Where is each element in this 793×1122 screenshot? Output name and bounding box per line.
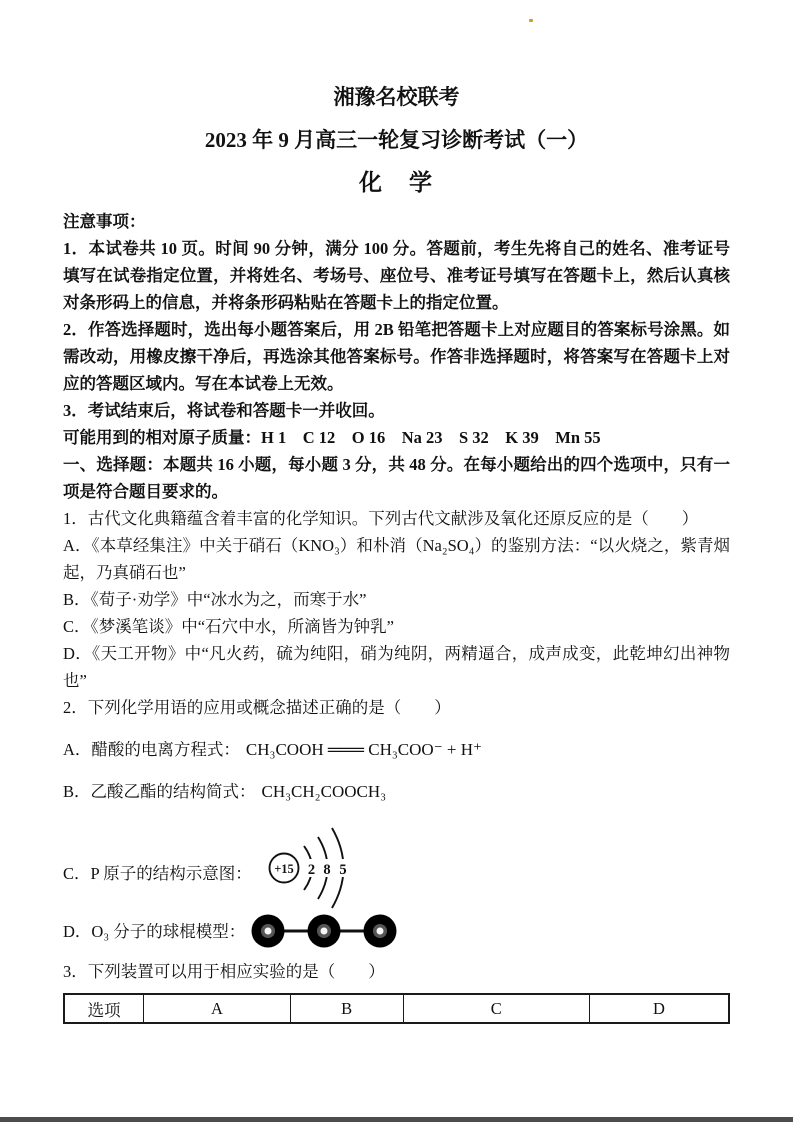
- q2-option-d-label: D．O₃ 分子的球棍模型：: [63, 921, 246, 941]
- acetic-acid-ionization-equation: CH₃COOH ═══ CH₃COO⁻ + H⁺: [245, 740, 483, 759]
- page-content: [63, 84, 730, 1024]
- ethyl-acetate-structural-formula: CH₃CH₂COOCH₃: [261, 782, 387, 801]
- shell-3-electron-count: 5: [339, 862, 347, 878]
- q2-option-b-label: B．乙酸乙酯的结构简式：: [63, 782, 256, 801]
- q2-option-c-label: C．P 原子的结构示意图：: [63, 864, 252, 883]
- notice-item-3: 3．考试结束后，将试卷和答题卡一并收回。: [63, 401, 385, 420]
- q1-stem: 1．古代文化典籍蕴含着丰富的化学知识。下列古代文献涉及氧化还原反应的是（ ）: [63, 509, 699, 528]
- table-row: [64, 994, 729, 1023]
- q3-col-header-c: C: [403, 994, 589, 1023]
- q2-option-a: [63, 736, 730, 763]
- q3-col-header-option: 选项: [64, 994, 144, 1023]
- q2-stem: 2．下列化学用语的应用或概念描述正确的是（ ）: [63, 698, 451, 717]
- notice-heading: 注意事项：: [63, 212, 146, 231]
- q3-stem: 3．下列装置可以用于相应实验的是（ ）: [63, 962, 385, 981]
- exam-session-title: 2023 年 9 月高三一轮复习诊断考试（一）: [204, 128, 589, 152]
- notice-item-2: 2．作答选择题时，选出每小题答案后，用 2B 铅笔把答题卡上对应题目的答案标号涂黑。如需改动，用橡皮擦干净后，再选涂其他答案标号。作答非选择题时，将答案写在答题卡上对应的答题区域内。写在本试卷上无效。: [63, 320, 730, 393]
- notice-item-1: 1．本试卷共 10 页。时间 90 分钟，满分 100 分。答题前，考生先将自己的姓名、准考证号填写在试卷指定位置，并将姓名、考场号、座位号、准考证号填写在答题卡上，然后认真核对条形码上的信息，并将条形码粘贴在答题卡上的指定位置。: [63, 239, 730, 312]
- q2-option-b: [63, 778, 730, 805]
- shell-1-electron-count: 2: [307, 862, 315, 878]
- q1-option-b: B．《荀子·劝学》中“冰水为之，而寒于水”: [63, 590, 367, 609]
- q2-option-d: [63, 906, 730, 956]
- scan-artifact-dot: [529, 19, 533, 22]
- q3-options-table: [63, 993, 730, 1024]
- q3-col-header-b: B: [290, 994, 403, 1023]
- q1-option-a: A．《本草经集注》中关于硝石（KNO₃）和朴消（Na₂SO₄）的鉴别方法：“以火烧之，紫青烟起，乃真硝石也”: [63, 536, 730, 582]
- scan-edge-artifact: [0, 1117, 793, 1122]
- atomic-masses-line: 可能用到的相对原子质量：H 1 C 12 O 16 Na 23 S 32 K 39 Mn 55: [63, 428, 601, 447]
- nucleus-charge-label: +15: [273, 862, 294, 876]
- q1-option-d: D．《天工开物》中“凡火药，硫为纯阳，硝为纯阴，两精逼合，成声成变，此乾坤幻出神物也”: [63, 644, 730, 690]
- q3-col-header-a: A: [144, 994, 290, 1023]
- phosphorus-atom-structure-diagram-icon: [260, 820, 368, 912]
- q2-option-a-label: A．醋酸的电离方程式：: [63, 740, 240, 759]
- q1-option-c: C．《梦溪笔谈》中“石穴中水，所滴皆为钟乳”: [63, 617, 394, 636]
- shell-2-electron-count: 8: [323, 862, 331, 878]
- exam-board-title: 湘豫名校联考: [333, 85, 460, 109]
- q3-col-header-d: D: [589, 994, 729, 1023]
- subject-title: 化 学: [359, 170, 434, 195]
- ozone-ball-and-stick-model-icon: [249, 906, 399, 956]
- q2-option-c: [63, 820, 730, 904]
- section-1-heading: 一、选择题：本题共 16 小题，每小题 3 分，共 48 分。在每小题给出的四个选项中，只有一项是符合题目要求的。: [63, 455, 730, 501]
